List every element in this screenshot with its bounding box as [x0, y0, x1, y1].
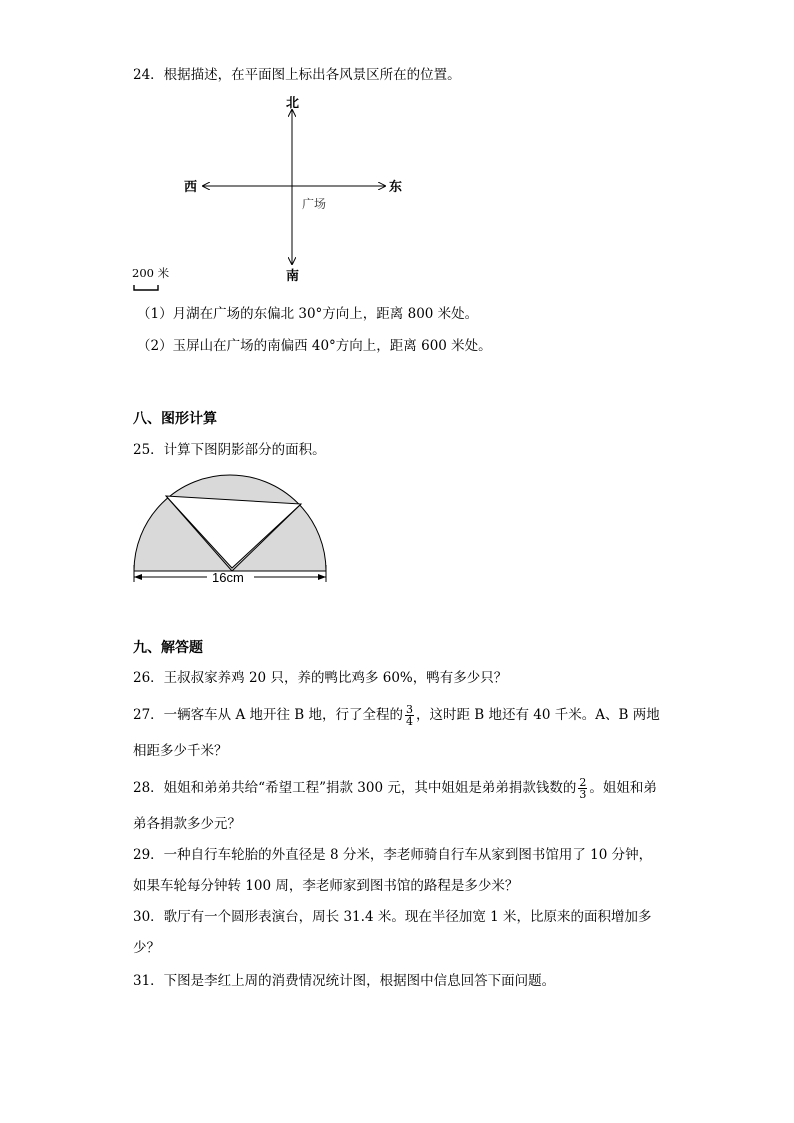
west-label: 西 — [184, 180, 198, 195]
q27-line-2: 相距多少千米？ — [133, 743, 228, 759]
q27-after: ，这时距 B 地还有 40 千米。A、B 两地 — [416, 707, 660, 723]
scale-label: 200 米 — [132, 266, 170, 280]
q30-line-1: 30．歌厅有一个圆形表演台，周长 31.4 米。现在半径加宽 1 米，比原来的面积增加多 — [133, 909, 652, 925]
q24-item-1: （1）月湖在广场的东偏北 30°方向上，距离 800 米处。 — [137, 306, 479, 322]
q27-fraction: $\frac{3}{4}$ — [406, 703, 414, 728]
q28-before: 28．姐姐和弟弟共给“希望工程”捐款 300 元，其中姐姐是弟弟捐款钱数的 — [133, 780, 577, 796]
semicircle-figure — [134, 475, 326, 585]
section-9-title: 九、解答题 — [133, 640, 203, 656]
dim-arrow-right — [318, 574, 326, 580]
q27-before: 27．一辆客车从 A 地开往 B 地，行了全程的 — [133, 707, 404, 723]
q28-fraction: $\frac{2}{3}$ — [579, 776, 587, 801]
section-8-title: 八、图形计算 — [133, 411, 217, 427]
q28-line-2: 弟各捐款多少元？ — [133, 816, 241, 832]
q29-line-1: 29．一种自行车轮胎的外直径是 8 分米，李老师骑自行车从家到图书馆用了 10 分钟， — [133, 847, 653, 863]
dimension-label: 16cm — [212, 570, 244, 585]
dim-arrow-left — [134, 574, 142, 580]
east-label: 东 — [389, 180, 403, 195]
q25-prompt: 25．计算下图阴影部分的面积。 — [133, 442, 326, 458]
q31-text: 31．下图是李红上周的消费情况统计图，根据图中信息回答下面问题。 — [133, 973, 556, 989]
center-label: 广场 — [302, 197, 327, 211]
q28-after: 。姐姐和弟 — [589, 780, 657, 796]
south-label: 南 — [286, 269, 300, 284]
q29-line-2: 如果车轮每分钟转 100 周，李老师家到图书馆的路程是多少米？ — [133, 878, 519, 894]
q24-prompt: 24．根据描述，在平面图上标出各风景区所在的位置。 — [133, 67, 461, 83]
q30-line-2: 少？ — [133, 940, 160, 956]
q27-line-1 — [133, 700, 660, 730]
q28-line-1 — [133, 773, 657, 803]
north-label: 北 — [286, 96, 300, 111]
q26-text: 26．王叔叔家养鸡 20 只，养的鸭比鸡多 60%，鸭有多少只？ — [133, 670, 508, 686]
scale-bar — [134, 285, 158, 290]
q24-item-2: （2）玉屏山在广场的南偏西 40°方向上，距离 600 米处。 — [137, 338, 492, 354]
